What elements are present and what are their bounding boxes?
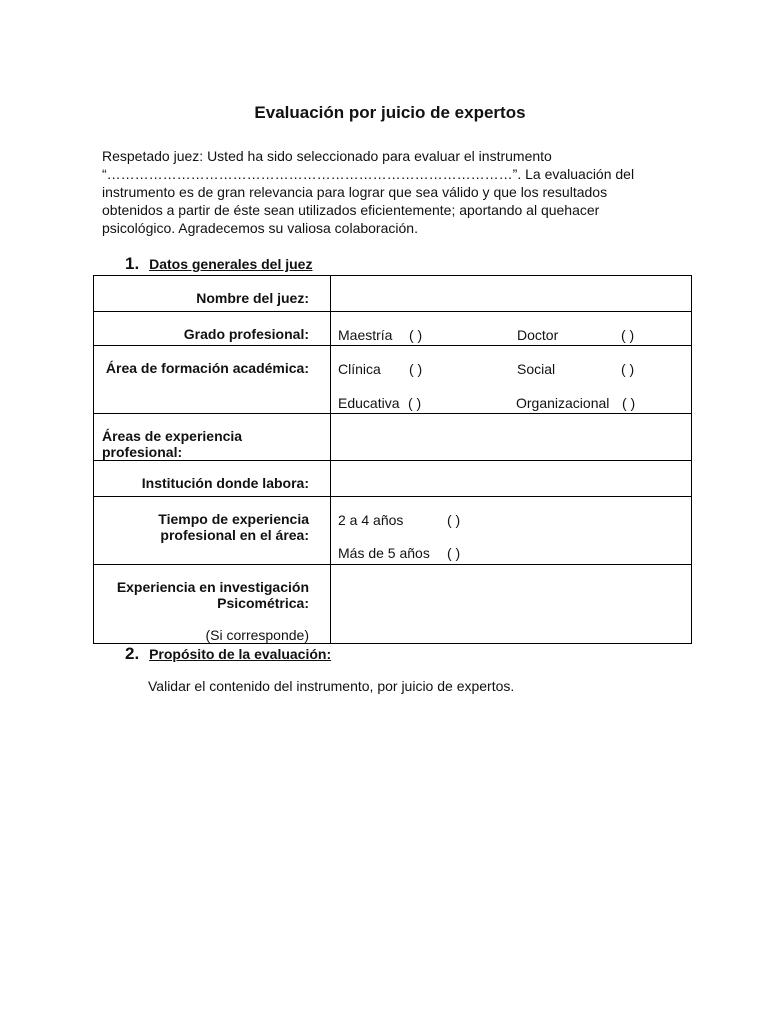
label-nombre: Nombre del juez: [94, 276, 331, 312]
intro-paragraph: Respetado juez: Usted ha sido seleccionado para evaluar el instrumento “……………………………………………………………………………”. La evaluación del instrumento es de gran relevancia para lograr que sea válido y que los resultados obtenidos a partir de éste sean utilizados eficientemente; aportando al quehacer psicológico. Agradecemos su valiosa colaboración. [102, 148, 635, 236]
row-grado [94, 312, 692, 346]
option-organizacional-label: Organizacional [516, 395, 610, 411]
option-doctor-checkbox[interactable]: ( ) [621, 327, 635, 343]
option-social-label: Social [517, 361, 556, 377]
option-clinica-checkbox[interactable]: ( ) [409, 361, 423, 377]
option-maestria-checkbox[interactable]: ( ) [409, 327, 423, 343]
field-institucion[interactable] [331, 461, 692, 497]
section-1-title: Datos generales del juez [149, 256, 313, 272]
label-areas-exp: Áreas de experiencia profesional: [94, 414, 331, 461]
field-grado [331, 312, 692, 346]
option-educativa-checkbox[interactable]: ( ) [408, 395, 422, 411]
label-area: Área de formación académica: [94, 346, 331, 414]
field-areas-exp[interactable] [331, 414, 692, 461]
option-maestria-label: Maestría [338, 327, 393, 343]
row-areas-exp [94, 414, 692, 461]
option-doctor-label: Doctor [517, 327, 559, 343]
label-institucion: Institución donde labora: [94, 461, 331, 497]
row-area [94, 346, 692, 414]
field-area [331, 346, 692, 414]
row-tiempo [94, 497, 692, 565]
row-investigacion [94, 565, 692, 644]
label-tiempo: Tiempo de experiencia profesional en el área: [94, 497, 331, 565]
option-mas-5-anos-checkbox[interactable]: ( ) [447, 545, 461, 561]
option-organizacional-checkbox[interactable]: ( ) [622, 395, 636, 411]
note-si-corresponde: (Si corresponde) [205, 627, 309, 643]
field-nombre[interactable] [331, 276, 692, 312]
label-investigacion: Experiencia en investigación Psicométrica: (Si corresponde) [94, 565, 331, 644]
section-2-number: 2. [125, 644, 140, 663]
option-educativa-label: Educativa [338, 395, 400, 411]
option-2-4-anos-checkbox[interactable]: ( ) [447, 512, 461, 528]
option-clinica-label: Clínica [338, 361, 381, 377]
section-2-title: Propósito de la evaluación: [149, 646, 332, 662]
section-1-heading [125, 254, 312, 274]
option-mas-5-anos-label: Más de 5 años [338, 545, 430, 561]
field-tiempo [331, 497, 692, 565]
judge-data-table [93, 275, 692, 644]
row-nombre [94, 276, 692, 312]
document-title: Evaluación por juicio de expertos [254, 103, 526, 122]
section-1-number: 1. [125, 254, 140, 273]
label-grado: Grado profesional: [94, 312, 331, 346]
option-social-checkbox[interactable]: ( ) [621, 361, 635, 377]
field-investigacion[interactable] [331, 565, 692, 644]
option-2-4-anos-label: 2 a 4 años [338, 512, 404, 528]
section-2-heading [125, 644, 331, 664]
row-institucion [94, 461, 692, 497]
purpose-text: Validar el contenido del instrumento, por juicio de expertos. [148, 678, 515, 694]
